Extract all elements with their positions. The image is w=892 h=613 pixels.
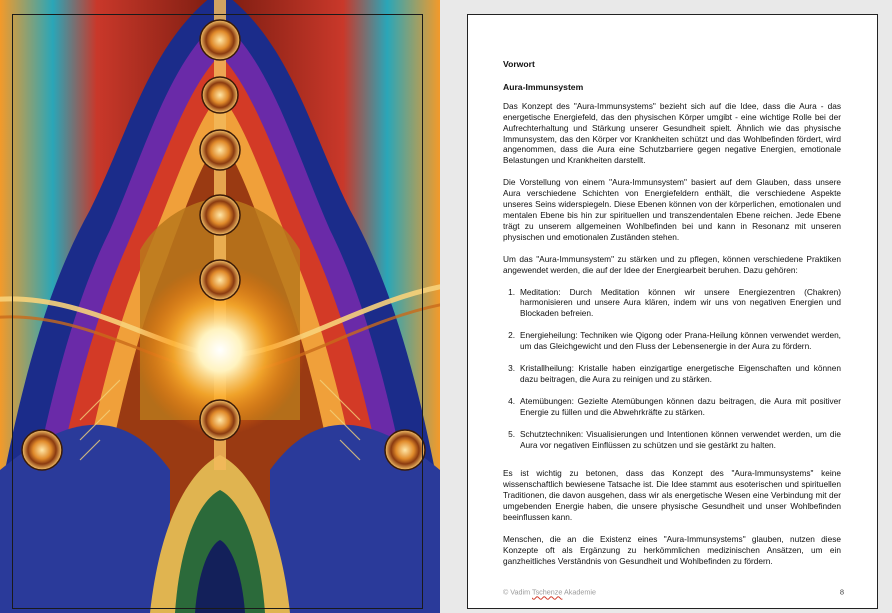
list-item	[503, 396, 841, 418]
paragraph: Die Vorstellung von einem "Aura-Immunsystem" basiert auf dem Glauben, dass unsere Aura verschiedene Schichten von Energiefeldern enthält, die verschiedene Aspekte unseres Seins widerspiegeln. Diese Ebenen können von der körperlichen, emotionalen und mentalen Ebene bis hin zur spirituellen und transzendentalen Ebene reichen. Jede Ebene trägt zu unserem allgemeinen Wohlbefinden bei und kann in Resonanz mit unseren physischen und emotionalen Zuständen stehen.	[503, 177, 841, 242]
list-number: 2.	[508, 330, 515, 341]
practice-list	[503, 287, 841, 451]
paragraph: Es ist wichtig zu betonen, dass das Konzept des "Aura-Immunsystems" keine wissenschaftlich bewiesene Tatsache ist. Die Idee stammt aus esoterischen und spirituellen Traditionen, die davon ausgehen, dass wir als energetische Wesen eine Verbindung mit der umgebenden Energie haben, die unsere physische Gesundheit und unser Wohlbefinden beeinflussen kann.	[503, 468, 841, 523]
copyright-prefix: © Vadim	[503, 587, 532, 597]
list-number: 1.	[508, 286, 515, 297]
list-text: Meditation: Durch Meditation können wir unsere Energiezentren (Chakren) harmonisieren und unsere Aura klären, indem wir uns von negativen Energien und Blockaden befreien.	[520, 286, 841, 319]
document-page	[467, 14, 878, 609]
paragraph: Um das "Aura-Immunsystem" zu stärken und zu pflegen, können verschiedene Praktiken angewendet werden, die auf der Idee der Energiearbeit beruhen. Dazu gehören:	[503, 253, 841, 275]
list-text: Schutztechniken: Visualisierungen und Intentionen können verwendet werden, um die Aura vor negativen Einflüssen zu schützen und sie gestärkt zu halten.	[520, 428, 841, 450]
copyright-suffix: Akademie	[562, 587, 596, 597]
text-column	[503, 59, 841, 578]
list-item	[503, 287, 841, 320]
footer-copyright	[503, 588, 596, 597]
list-text: Atemübungen: Gezielte Atemübungen können dazu beitragen, die Aura mit positiver Energie zu füllen und die Abwehrkräfte zu stärken.	[520, 395, 841, 417]
paragraph: Menschen, die an die Existenz eines "Aura-Immunsystems" glauben, nutzen diese Konzepte oft als Ergänzung zu herkömmlichen medizinischen Ansätzen, um ein ganzheitliches Verständnis von Gesundheit und Wohlbefinden zu fördern.	[503, 534, 841, 566]
list-item	[503, 429, 841, 451]
list-text: Energieheilung: Techniken wie Qigong oder Prana-Heilung können verwendet werden, um das Gleichgewicht und den Fluss der Lebensenergie in der Aura zu fördern.	[520, 330, 841, 352]
list-number: 3.	[508, 363, 515, 374]
list-item	[503, 363, 841, 385]
paragraph: Das Konzept des "Aura-Immunsystems" bezieht sich auf die Idee, dass die Aura - das energetische Energiefeld, das den physischen Körper umgibt - eine wichtige Rolle bei der Aufrechterhaltung und Stärkung unserer Gesundheit spielt. Ähnlich wie das physische Immunsystem, das den Körper vor Krankheiten schützt und das Wohlbefinden fördert, wird angenommen, dass die Aura eine Schutzbarriere gegen negative Energien, emotionale Belastungen und Krankheiten darstellt.	[503, 100, 841, 166]
artwork-page	[0, 0, 440, 613]
copyright-name: Tschenze	[532, 587, 563, 597]
list-number: 5.	[508, 428, 515, 439]
page-number: 8	[839, 587, 844, 597]
list-number: 4.	[508, 395, 515, 406]
chakra-figure-artwork	[0, 0, 440, 613]
page-title: Vorwort	[503, 59, 535, 69]
section-heading: Aura-Immunsystem	[503, 81, 584, 92]
list-text: Kristallheilung: Kristalle haben einzigartige energetische Eigenschaften und können dazu beitragen, die Aura zu reinigen und zu stärken.	[520, 363, 841, 384]
list-item	[503, 330, 841, 352]
